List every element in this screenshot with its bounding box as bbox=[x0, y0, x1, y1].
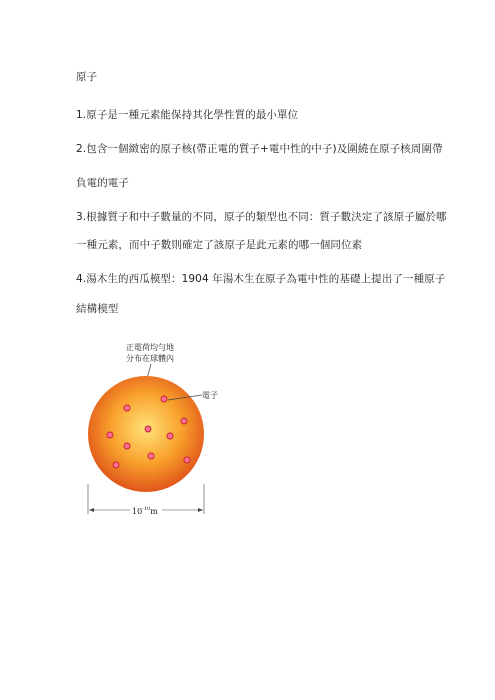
electron-dot bbox=[181, 418, 187, 424]
electron-dot bbox=[124, 443, 130, 449]
electron-dot bbox=[107, 432, 113, 438]
paragraph-2-line-1: 2.包含一個緻密的原子核(帶正電的質子+電中性的中子)及圍繞在原子核周圍帶 bbox=[76, 143, 443, 155]
paragraph-4-line-2: 結構模型 bbox=[76, 303, 119, 315]
electron-dot bbox=[124, 405, 130, 411]
paragraph-4-line-1: 4.湯木生的西瓜模型：1904 年湯木生在原子為電中性的基礎上提出了一種原子 bbox=[76, 273, 446, 285]
scale-label: $10^{-10}m$ bbox=[132, 506, 158, 516]
document-heading: 原子 bbox=[76, 71, 98, 83]
paragraph-2-line-2: 負電的電子 bbox=[76, 177, 129, 189]
scale-right-arrow bbox=[198, 508, 203, 512]
atom-diagram bbox=[86, 338, 226, 528]
electron-dot bbox=[161, 396, 167, 402]
paragraph-3-line-2: 一種元素，而中子數則確定了該原子是此元素的哪一個同位素 bbox=[76, 239, 363, 251]
electron-dot bbox=[167, 433, 173, 439]
electron-label: 電子 bbox=[202, 391, 218, 400]
positive-charge-label-line-1: 正電荷均勻地 bbox=[126, 343, 174, 352]
positive-sphere bbox=[88, 376, 204, 492]
electron-dot bbox=[113, 462, 119, 468]
plum-pudding-figure bbox=[86, 338, 226, 528]
scale-left-arrow bbox=[89, 508, 94, 512]
paragraph-3-line-1: 3.根據質子和中子數量的不同，原子的類型也不同：質子數決定了該原子屬於哪 bbox=[76, 211, 447, 223]
electron-dot bbox=[184, 457, 190, 463]
electron-dot bbox=[148, 453, 154, 459]
paragraph-1-line-1: 1.原子是一種元素能保持其化學性質的最小單位 bbox=[76, 109, 299, 121]
electron-dot bbox=[145, 426, 151, 432]
positive-charge-label-line-2: 分布在球體內 bbox=[126, 354, 174, 363]
